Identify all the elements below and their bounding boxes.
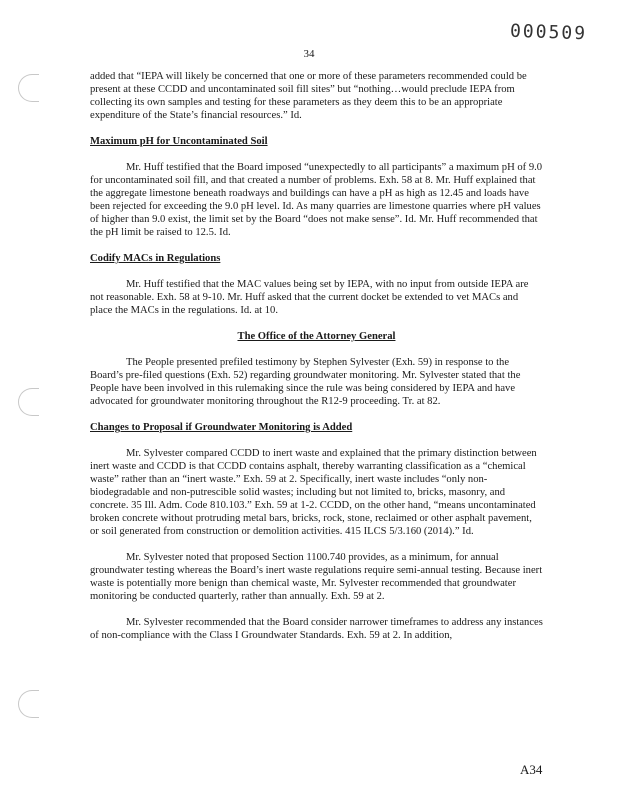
punch-hole-bottom [18,690,39,718]
paragraph-attorney-general: The People presented prefiled testimony by Stephen Sylvester (Exh. 59) in response to the Board’s pre-filed questions (Exh. 52) regarding groundwater monitoring. Mr. Sylvester stated that the People have been involved in this rulemaking since the rule was being considered by IEPA and have advocated for groundwater monitoring throughout the R12-9 proceeding. Tr. at 82. [90,357,521,407]
paragraph-ccdd-inert: Mr. Sylvester compared CCDD to inert waste and explained that the primary distinction between inert waste and CCDD is that CCDD contains asphalt, thereby warranting classification as a “chemical waste” rather than an “inert waste.” Exh. 59 at 2. Specifically, inert waste includes “only non-biodegradable and non-putrescible solid wastes; including but not limited to, bricks, masonry, and concrete. 35 Ill. Adm. Code 810.103.” Exh. 59 at 1-2. CCDD, on the other hand, “means uncontaminated broken concrete without protruding metal bars, bricks, rock, stone, reclaimed or other asphalt pavement, or soil generated from construction or demolition activities. 415 ILCS 5/3.160 (2014).” Id. [90,448,537,537]
appendix-page-label: A34 [520,762,543,777]
paragraph-timeframes: Mr. Sylvester recommended that the Board consider narrower timeframes to address any instances of non-compliance with the Class I Groundwater Standards. Exh. 59 at 2. In addition, [90,617,543,641]
bates-stamp: 000509 [509,20,588,45]
heading-attorney-general: The Office of the Attorney General [237,331,396,342]
paragraph-section-1100-740: Mr. Sylvester noted that proposed Section 1100.740 provides, as a minimum, for annual groundwater testing whereas the Board’s inert waste regulations require semi-annual testing. Because inert waste is potentially more benign than chemical waste, Mr. Sylvester recommended that groundwater monitoring be conducted quarterly, rather than annually. Exh. 59 at 2. [90,552,543,602]
paragraph-ph: Mr. Huff testified that the Board imposed “unexpectedly to all participants” a maximum pH of 9.0 for uncontaminated soil fill, and that created a number of problems. Exh. 58 at 8. Mr. Huff explained that the aggregate limestone beneath roadways and buildings can have a pH as high as 12.45 and loads have been rejected for exceeding the 9.0 pH level. Id. As many quarries are limestone quarries where pH values of higher than 9.0 exist, the limit set by the Board “does not make sense”. Id. Mr. Huff recommended that the pH limit be raised to 12.5. Id. [90,162,543,238]
paragraph-continued: added that “IEPA will likely be concerned that one or more of these parameters recommended could be present at these CCDD and uncontaminated soil fill sites” but “nothing…would preclude IEPA from collecting its own samples and testing for these parameters as they deem this to be an appropriate expenditure of the State’s financial resources.” Id. [90,71,527,121]
punch-hole-middle [18,388,39,416]
heading-groundwater-changes: Changes to Proposal if Groundwater Monitoring is Added [90,422,353,433]
document-body [90,70,543,655]
punch-hole-top [18,74,39,102]
page-number: 34 [303,48,315,60]
heading-codify-macs: Codify MACs in Regulations [90,253,221,264]
paragraph-macs: Mr. Huff testified that the MAC values being set by IEPA, with no input from outside IEPA are not reasonable. Exh. 58 at 9-10. Mr. Huff asked that the current docket be extended to vet MACs and place the MACs in the regulations. Id. at 10. [90,279,529,316]
heading-maximum-ph: Maximum pH for Uncontaminated Soil [90,136,268,147]
